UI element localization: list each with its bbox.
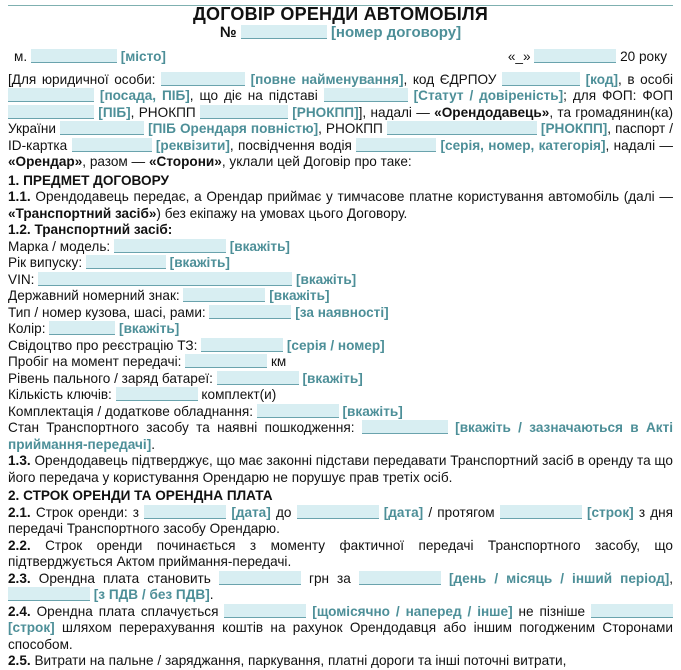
tenant-name-blank[interactable] <box>60 121 144 135</box>
top-rule <box>8 5 673 6</box>
fop-name-blank[interactable] <box>8 105 94 119</box>
clause-2-4: 2.4. Орендна плата сплачується [щомісячно / наперед / інше] не пізніше [строк] шляхом перерахування коштів на рахунок Орендодавця або іншим погодженим Сторонами способом. <box>8 603 673 652</box>
rent-period-blank[interactable] <box>359 571 441 585</box>
section-2-heading: 2. СТРОК ОРЕНДИ ТА ОРЕНДНА ПЛАТА <box>8 488 273 503</box>
field-make-model: Марка / модель: [вкажіть] <box>8 238 290 254</box>
payment-schedule-blank[interactable] <box>224 604 306 618</box>
end-date-blank[interactable] <box>297 505 379 519</box>
date-field <box>508 49 667 66</box>
contract-number-line <box>8 24 673 42</box>
field-damage: Стан Транспортного засобу та наявні пошкодження: [вкажіть / зазначаються в Акті приймання-передачі]. <box>8 420 674 452</box>
rent-amount-blank[interactable] <box>219 571 301 585</box>
field-fuel: Рівень пального / заряд батареї: [вкажіть] <box>8 370 363 386</box>
basis-blank[interactable] <box>324 88 408 102</box>
city-prefix: м. <box>14 49 28 64</box>
date-day: «_» <box>507 49 531 64</box>
driver-license-blank[interactable] <box>356 138 436 152</box>
equipment-blank[interactable] <box>257 404 339 418</box>
field-vin: VIN: [вкажіть] <box>8 271 357 287</box>
section-1-heading: 1. ПРЕДМЕТ ДОГОВОРУ <box>8 172 169 188</box>
city-blank[interactable] <box>31 49 117 63</box>
clause-1-3: 1.3. Орендодавець підтверджує, що має законні підстави передавати Транспортний засіб в оренду та що його передача у користування Орендарю не порушує прав третіх осіб. <box>8 453 673 485</box>
damage-blank[interactable] <box>362 420 448 434</box>
start-date-blank[interactable] <box>144 505 226 519</box>
parties-intro: [Для юридичної особи: [повне найменування], код ЄДРПОУ [код], в особі [посада, ПІБ], що діє на підставі [Статут / довіреність]; для ФОП: ФОП [ПІБ], РНОКПП [РНОКПП]], надалі — «Орендодавець», та громадянин(ка) України [ПІБ Орендаря повністю], РНОКПП [РНОКПП], паспорт / ID-картка [реквізити], посвідчення водія [серія, номер, категорія], надалі — «Орендар», разом — «Сторони», уклали цей Договір про таке: <box>8 71 674 169</box>
clause-1-1: 1.1. Орендодавець передає, а Орендар приймає у тимчасове платне користування автомобіль (далі — «Транспортний засіб») без екіпажу на умовах цього Договору. <box>8 189 673 221</box>
field-color: Колір: [вкажіть] <box>8 321 180 336</box>
year-blank[interactable] <box>86 255 166 269</box>
place-date-line <box>8 49 673 66</box>
mileage-blank[interactable] <box>185 354 267 368</box>
date-year: 20 року <box>620 49 667 64</box>
city-hint: [місто] <box>120 49 166 64</box>
fuel-blank[interactable] <box>217 371 299 385</box>
field-equipment: Комплектація / додаткове обладнання: [вкажіть] <box>8 403 403 419</box>
fop-rnokpp-blank[interactable] <box>200 105 288 119</box>
field-year: Рік випуску: [вкажіть] <box>8 255 230 270</box>
make-model-blank[interactable] <box>114 239 226 253</box>
payment-deadline-blank[interactable] <box>591 604 673 618</box>
body-blank[interactable] <box>209 305 291 319</box>
passport-blank[interactable] <box>72 138 152 152</box>
vin-blank[interactable] <box>38 272 292 286</box>
legal-name-blank[interactable] <box>161 72 245 86</box>
color-blank[interactable] <box>49 321 115 335</box>
date-month-blank[interactable] <box>534 49 616 63</box>
number-sign: № <box>219 24 237 41</box>
field-registration: Свідоцтво про реєстрацію ТЗ: [серія / номер] <box>8 337 385 353</box>
clause-2-3: 2.3. Орендна плата становить грн за [день / місяць / інший період], [з ПДВ / без ПДВ]. <box>8 570 674 602</box>
clause-2-2: 2.2. Строк оренди починається з моменту фактичної передачі Транспортного засобу, що підтверджується Актом приймання-передачі. <box>8 537 673 569</box>
document-title: ДОГОВІР ОРЕНДИ АВТОМОБІЛЯ <box>193 4 488 24</box>
field-body: Тип / номер кузова, шасі, рами: [за наявності] <box>8 304 389 320</box>
city-field <box>14 49 166 66</box>
tenant-rnokpp-blank[interactable] <box>387 121 537 135</box>
edrpou-blank[interactable] <box>502 72 580 86</box>
keys-blank[interactable] <box>116 387 198 401</box>
field-mileage: Пробіг на момент передачі: км <box>8 354 287 369</box>
clause-1-2-heading: 1.2. Транспортний засіб: <box>8 222 173 237</box>
vat-blank[interactable] <box>8 587 90 601</box>
contract-number-hint: [номер договору] <box>330 24 462 41</box>
field-plate: Державний номерний знак: [вкажіть] <box>8 288 330 303</box>
vehicle-fields <box>8 239 673 454</box>
registration-blank[interactable] <box>201 338 283 352</box>
plate-blank[interactable] <box>183 288 265 302</box>
term-blank[interactable] <box>500 505 582 519</box>
clause-2-1: 2.1. Строк оренди: з [дата] до [дата] / протягом [строк] з дня передачі Транспортного засобу Орендарю. <box>8 504 673 536</box>
field-keys: Кількість ключів: комплект(и) <box>8 387 277 402</box>
clause-2-5: 2.5. Витрати на пальне / заряджання, паркування, платні дороги та інші поточні витрати, <box>8 653 567 668</box>
contract-number-blank[interactable] <box>241 25 327 39</box>
representative-blank[interactable] <box>8 88 94 102</box>
